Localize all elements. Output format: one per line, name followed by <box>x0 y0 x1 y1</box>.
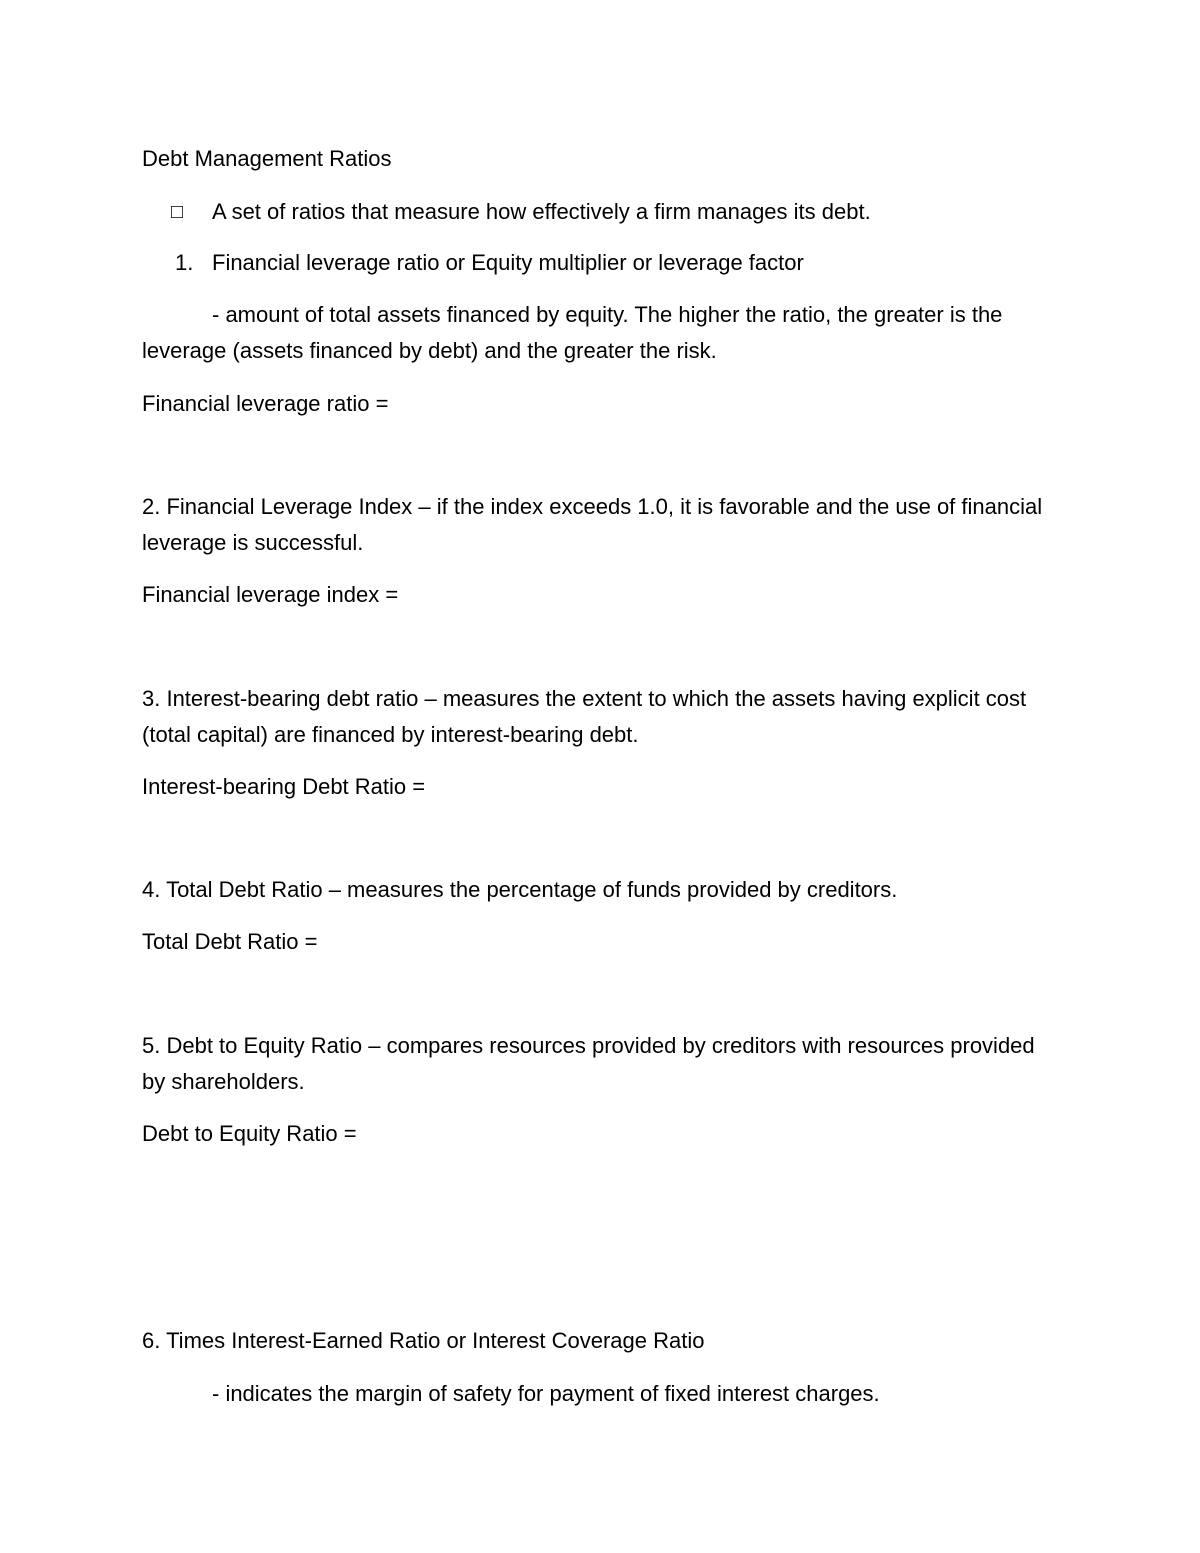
item6-heading: 6. Times Interest-Earned Ratio or Interest Coverage Ratio <box>142 1328 705 1353</box>
item2-formula: Financial leverage index = <box>142 582 399 607</box>
item4-text: 4. Total Debt Ratio – measures the percentage of funds provided by creditors. <box>142 877 898 902</box>
item3-formula: Interest-bearing Debt Ratio = <box>142 774 426 799</box>
item5-text: 5. Debt to Equity Ratio – compares resources provided by creditors with resources provided by shareholders. <box>142 1033 1035 1094</box>
item1-description: - amount of total assets financed by equity. The higher the ratio, the greater is the leverage (assets financed by debt) and the greater the risk. <box>142 302 1003 363</box>
item1-heading: Financial leverage ratio or Equity multiplier or leverage factor <box>212 250 804 275</box>
item5-formula: Debt to Equity Ratio = <box>142 1121 357 1146</box>
item4-formula: Total Debt Ratio = <box>142 929 318 954</box>
item2-text: 2. Financial Leverage Index – if the index exceeds 1.0, it is favorable and the use of financial leverage is successful. <box>142 494 1043 555</box>
item3-text: 3. Interest-bearing debt ratio – measures the extent to which the assets having explicit cost (total capital) are financed by interest-bearing debt. <box>142 686 1027 747</box>
page-title: Debt Management Ratios <box>142 146 392 171</box>
bullet-icon: □ <box>171 201 184 223</box>
item1-number: 1. <box>175 250 194 275</box>
intro-bullet-text: A set of ratios that measure how effectively a firm manages its debt. <box>212 199 871 224</box>
item6-description: - indicates the margin of safety for payment of fixed interest charges. <box>212 1381 880 1406</box>
item1-formula: Financial leverage ratio = <box>142 391 389 416</box>
